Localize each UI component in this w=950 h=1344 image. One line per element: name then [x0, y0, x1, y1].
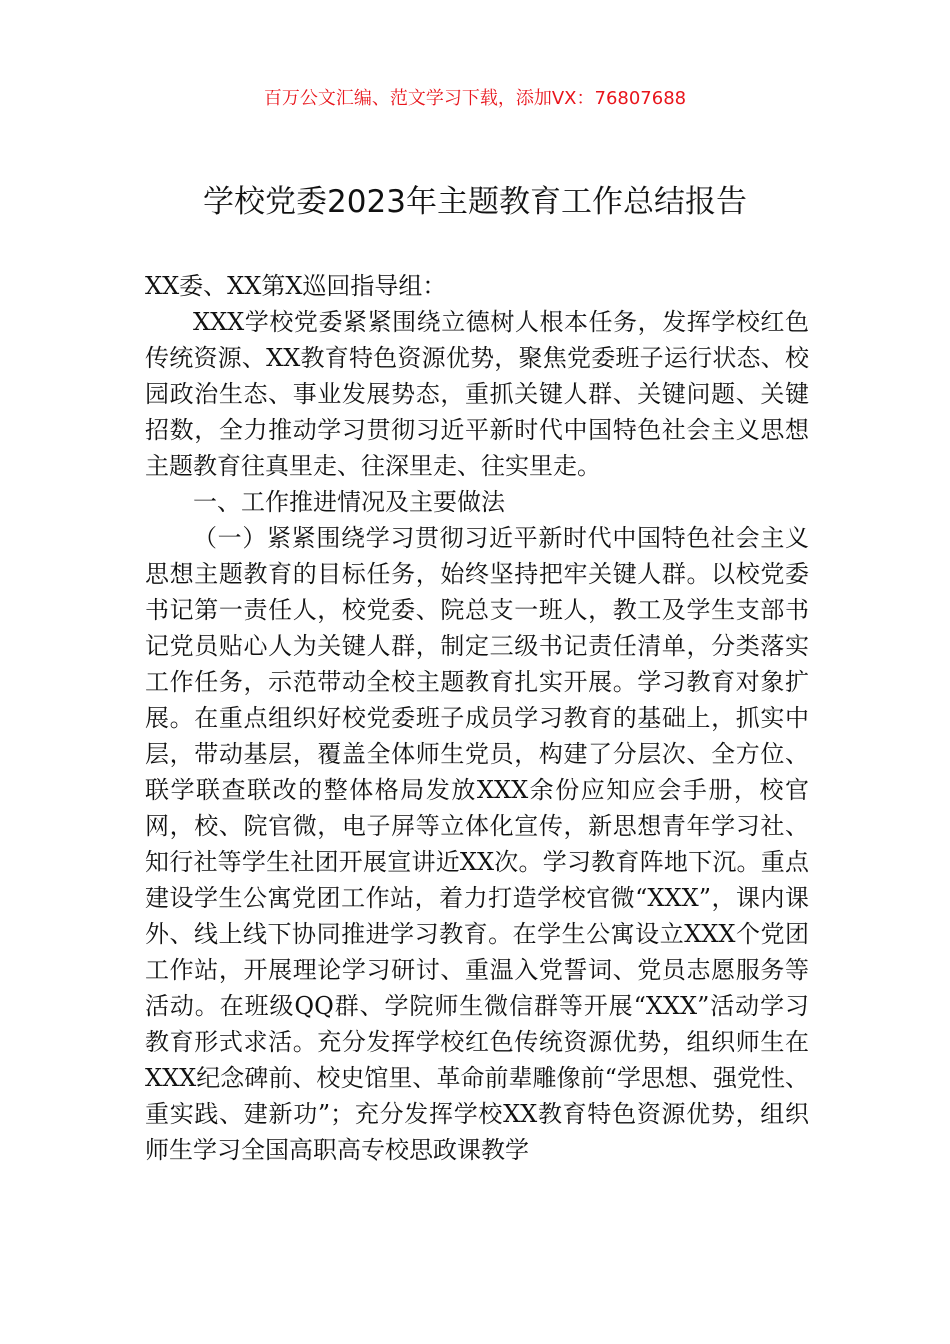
document-body — [145, 268, 809, 1168]
section-paragraph: （一）紧紧围绕学习贯彻习近平新时代中国特色社会主义思想主题教育的目标任务，始终坚持把牢关键人群。以校党委书记第一责任人，校党委、院总支一班人，教工及学生支部书记党员贴心人为关键人群，制定三级书记责任清单，分类落实工作任务，示范带动全校主题教育扎实开展。学习教育对象扩展。在重点组织好校党委班子成员学习教育的基础上，抓实中层，带动基层，覆盖全体师生党员，构建了分层次、全方位、联学联查联改的整体格局发放XXX余份应知应会手册，校官网，校、院官微，电子屏等立体化宣传，新思想青年学习社、知行社等学生社团开展宣讲近XX次。学习教育阵地下沉。重点建设学生公寓党团工作站，着力打造学校官微“XXX”，课内课外、线上线下协同推进学习教育。在学生公寓设立XXX个党团工作站，开展理论学习研讨、重温入党誓词、党员志愿服务等活动。在班级QQ群、学院师生微信群等开展“XXX”活动学习教育形式求活。充分发挥学校红色传统资源优势，组织师生在XXX纪念碑前、校史馆里、革命前辈雕像前“学思想、强党性、重实践、建新功”；充分发挥学校XX教育特色资源优势，组织师生学习全国高职高专校思政课教学 — [145, 524, 809, 1164]
section-heading: 一、工作推进情况及主要做法 — [193, 488, 505, 516]
intro-paragraph: XXX学校党委紧紧围绕立德树人根本任务，发挥学校红色传统资源、XX教育特色资源优势，聚焦党委班子运行状态、校园政治生态、事业发展势态，重抓关键人群、关键问题、关键招数，全力推动学习贯彻习近平新时代中国特色社会主义思想主题教育往真里走、往深里走、往实里走。 — [145, 308, 809, 480]
document-title: 学校党委2023年主题教育工作总结报告 — [203, 184, 747, 220]
download-banner: 百万公文汇编、范文学习下载，添加VX：76807688 — [263, 88, 687, 109]
salutation: XX委、XX第X巡回指导组： — [145, 272, 447, 300]
